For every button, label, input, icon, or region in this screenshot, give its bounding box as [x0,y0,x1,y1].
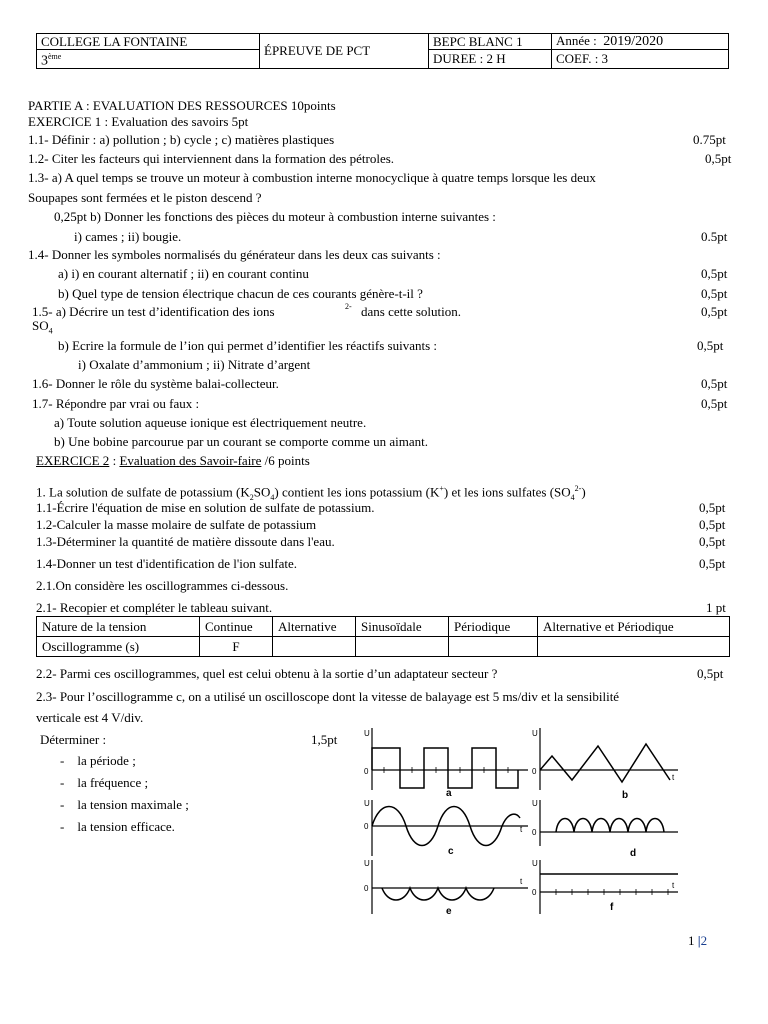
table-cell [449,637,538,657]
table-cell: Sinusoïdale [356,617,449,637]
table-cell [356,637,449,657]
year-value: 2019/2020 [603,34,664,49]
epreuve-title: ÉPREUVE DE PCT [260,34,429,69]
question-1-7: 1.7- Répondre par vrai ou faux : [32,396,200,411]
question-1-5a: 1.5- a) Décrire un test d’identification des ions [32,304,275,319]
table-cell: Périodique [449,617,538,637]
ex2-question-1-3: 1.3-Déterminer la quantité de matière dissoute dans l'eau. [36,534,335,549]
oscillogram-label: a [446,788,452,799]
axis-u-label: U [532,729,538,738]
table-cell: Alternative [273,617,356,637]
question-1-3b-items: i) cames ; ii) bougie. [74,229,182,244]
duration-label: DUREE : 2 H [429,50,552,69]
points-1-3b: 0.5pt [701,229,728,244]
origin-label: 0 [364,884,369,893]
axis-t-label: t [672,773,675,782]
ex2-points-2-2: 0,5pt [697,666,724,681]
sulfate-ion: $SO_4$ [32,318,53,336]
determiner-label: Déterminer : [40,732,107,747]
origin-label: 0 [364,767,369,776]
bullet-list-item: - la tension efficace. [60,819,175,834]
question-1-5b-items: i) Oxalate d’ammonium ; ii) Nitrate d’argent [78,357,311,372]
question-1-5b: b) Ecrire la formule de l’ion qui permet d’identifier les réactifs suivants : [58,338,438,353]
ex2-question-2-3-line2: verticale est 4 V/div. [36,710,144,725]
table-cell: F [200,637,273,657]
bullet-list-item: - la fréquence ; [60,775,149,790]
oscillogram-a [372,728,528,790]
axis-u-label: U [364,729,370,738]
coef-label: COEF. : 3 [552,50,729,69]
axis-u-label: U [532,859,538,868]
oscillogram-b [540,728,678,790]
question-1-4b: b) Quel type de tension électrique chacun de ces courants génère-t-il ? [58,286,423,301]
points-1-5a: 0,5pt [701,304,728,319]
bepc-label: BEPC BLANC 1 [429,34,552,50]
oscillogram-label: d [630,848,637,859]
ex2-points-1-3: 0,5pt [699,534,726,549]
ex2-question-2-1: 2.1- Recopier et compléter le tableau suivant. [36,600,273,615]
table-cell: Continue [200,617,273,637]
axis-t-label: t [520,825,523,834]
ex2-question-1-2: 1.2-Calculer la masse molaire de sulfate de potassium [36,517,317,532]
question-1-5a-end: dans cette solution. [361,304,462,319]
table-row [37,617,730,637]
origin-label: 0 [532,888,537,897]
origin-label: 0 [364,822,369,831]
question-1-6: 1.6- Donner le rôle du système balai-collecteur. [32,376,279,391]
year-cell: Année : 2019/2020 [552,34,729,50]
class-cell: 3ème [37,50,260,69]
table-cell: Alternative et Périodique [538,617,730,637]
points-1-6: 0,5pt [701,376,728,391]
exercise-2-title: EXERCICE 2 : Evaluation des Savoir-faire /6 points [36,453,310,468]
oscillogram-d [540,800,678,846]
school-name: COLLEGE LA FONTAINE [37,34,260,50]
ex2-points-1-2: 0,5pt [699,517,726,532]
points-1-2: 0,5pt [705,151,732,166]
question-1-7b: b) Une bobine parcourue par un courant se comporte comme un aimant. [54,434,428,449]
origin-label: 0 [532,828,537,837]
oscillogram-f [540,860,678,914]
points-1-4a: 0,5pt [701,266,728,281]
points-1-5b: 0,5pt [697,338,724,353]
table-cell: Oscillogramme (s) [37,637,200,657]
header-table [36,33,729,69]
oscillogram-label: b [622,790,629,801]
ex2-points-1-4: 0,5pt [699,556,726,571]
question-1-3b: 0,25pt b) Donner les fonctions des pièces du moteur à combustion interne suivantes : [54,209,496,224]
points-1-1: 0.75pt [693,132,726,147]
part-a-title: PARTIE A : EVALUATION DES RESSOURCES 10points [28,98,336,113]
table-cell [538,637,730,657]
axis-t-label: t [520,877,523,886]
ex2-question-2-3-line1: 2.3- Pour l’oscillogramme c, on a utilisé un oscilloscope dont la vitesse de balayage est 5 ms/div et la sensibilité [36,689,620,704]
ex2-question-2-2: 2.2- Parmi ces oscillogrammes, quel est celui obtenu à la sortie d’un adaptateur secteur ? [36,666,498,681]
page-number: 1 |2 [688,933,708,948]
question-1-4a: a) i) en courant alternatif ; ii) en courant continu [58,266,309,281]
ex2-question-1-1: 1.1-Écrire l'équation de mise en solution de sulfate de potassium. [36,500,375,515]
question-1-1: 1.1- Définir : a) pollution ; b) cycle ; c) matières plastiques [28,132,335,147]
exercise-2-intro: 1. La solution de sulfate de potassium $(K_2SO_4)$ contient les ions potassium (K+) et les ions sulfates $(SO_4^{2-})$ [36,484,586,502]
ex2-points-2-1: 1 pt [706,600,726,615]
determiner-points: 1,5pt [311,732,338,747]
question-1-7a: a) Toute solution aqueuse ionique est électriquement neutre. [54,415,367,430]
question-1-3a-line1: 1.3- a) A quel temps se trouve un moteur à combustion interne monocyclique à quatre temps lorsque les deux [28,170,596,185]
table-cell [273,637,356,657]
table-cell: Nature de la tension [37,617,200,637]
ex2-question-1-4: 1.4-Donner un test d'identification de l'ion sulfate. [36,556,298,571]
sulfate-charge: 2- [345,302,352,311]
oscillogram-label: c [448,846,454,857]
table-row [37,637,730,657]
ex2-question-2-1-intro: 2.1.On considère les oscillogrammes ci-dessous. [36,578,289,593]
bullet-list-item: - la tension maximale ; [60,797,189,812]
axis-t-label: t [672,881,675,890]
axis-u-label: U [364,799,370,808]
exercise-1-title: EXERCICE 1 : Evaluation des savoirs 5pt [28,114,249,129]
ex2-points-1-1: 0,5pt [699,500,726,515]
question-1-3a-line2: Soupapes sont fermées et le piston descend ? [28,190,262,205]
axis-u-label: U [364,859,370,868]
question-1-2: 1.2- Citer les facteurs qui interviennent dans la formation des pétroles. [28,151,395,166]
oscillograms-figure [360,728,690,918]
bullet-list-item: - la période ; [60,753,136,768]
points-1-7: 0,5pt [701,396,728,411]
points-1-4b: 0,5pt [701,286,728,301]
question-1-4: 1.4- Donner les symboles normalisés du générateur dans les deux cas suivants : [28,247,441,262]
oscillogram-label: e [446,906,452,917]
origin-label: 0 [532,767,537,776]
oscillogram-label: f [610,902,614,913]
axis-u-label: U [532,799,538,808]
tension-nature-table [36,616,730,657]
